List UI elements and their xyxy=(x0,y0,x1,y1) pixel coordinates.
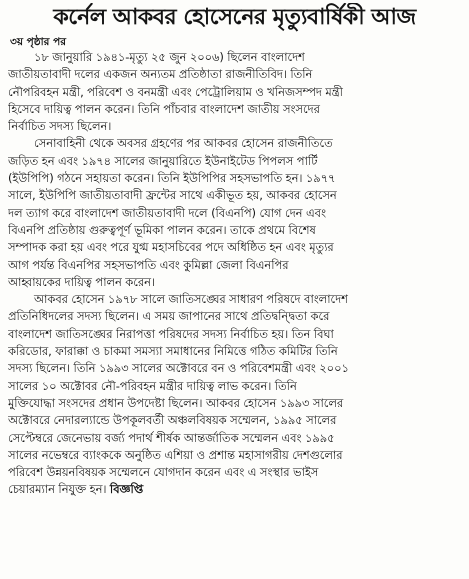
text-line: জড়িত হন এবং ১৯৭৪ সালের জানুয়ারিতে ইউনাইটেড পিপলস পার্টি xyxy=(8,153,318,168)
text-line: হিসেবে দায়িত্ব পালন করেন। তিনি পাঁচবার বাংলাদেশ জাতীয় সংসদের xyxy=(8,101,320,116)
paragraph-2 xyxy=(8,135,461,291)
text-line: বাংলাদেশ জাতিসঙ্ঘের নিরাপত্তা পরিষদের সদস্য নির্বাচিত হয়। তিন বিঘা xyxy=(8,326,334,341)
text-line: আগ পর্যন্ত বিএনপির সহসভাপতি এবং কুমিল্লা জেলা বিএনপির xyxy=(8,257,289,272)
byline: বিজ্ঞপ্তি xyxy=(109,482,144,497)
text-line: পরিবেশ উন্নয়নবিষয়ক সম্মেলনে যোগদান করেন এবং এ সংস্থার ভাইস xyxy=(8,465,319,480)
text-line: সদস্য ছিলেন। তিনি ১৯৯৩ সালের অক্টোবরে বন ও পরিবেশমন্ত্রী এবং ২০০১ xyxy=(8,361,349,376)
text-line: সম্পাদক করা হয় এবং পরে যুগ্ম মহাসচিবের পদে অধিষ্ঠিত হন এবং মৃত্যুর xyxy=(8,240,334,255)
text-line: সালে, ইউপিপি জাতীয়তাবাদী ফ্রন্টের সাথে একীভূত হয়, আকবর হোসেন xyxy=(8,188,337,203)
text-line: ১৮ জানুয়ারি ১৯৪১-মৃত্যু ২৫ জুন ২০০৬) ছিলেন বাংলাদেশ xyxy=(34,50,305,64)
text-line: নৌপরিবহন মন্ত্রী, পরিবেশ ও বনমন্ত্রী এবং পেট্রোলিয়াম ও খনিজসম্পদ মন্ত্রী xyxy=(8,84,343,99)
text-line: অক্টোবরে নেদারল্যান্ডে উপকূলবর্তী অঞ্চলবিষয়ক সম্মেলন, ১৯৯৫ সালের xyxy=(8,413,337,428)
text-line: আকবর হোসেন ১৯৭৮ সালে জাতিসঙ্ঘের সাধারণ পরিষদে বাংলাদেশ xyxy=(34,292,348,307)
headline: কর্নেল আকবর হোসেনের মৃত্যুবার্ষিকী আজ xyxy=(53,5,416,30)
text-line: আহ্বায়কের দায়িত্ব পালন করেন। xyxy=(8,274,155,289)
text-line: মুক্তিযোদ্ধা সংসদের প্রধান উপদেষ্টা ছিলেন। আকবর হোসেন ১৯৯৩ সালের xyxy=(8,395,344,410)
paragraph-3 xyxy=(8,291,461,499)
text-line: সেনাবাহিনী থেকে অবসর গ্রহণের পর আকবর হোসেন রাজনীতিতে xyxy=(34,136,333,151)
paragraph-1 xyxy=(8,49,461,135)
text-line-last xyxy=(8,481,461,498)
text-line: সেপ্টেম্বরে জেনেভায় বর্জ্য পদার্থ শীর্ষক আন্তর্জাতিক সম্মেলন এবং ১৯৯৫ xyxy=(8,430,335,445)
text-line: সালের নভেম্বরে ব্যাংককে অনুষ্ঠিত এশিয়া ও প্রশান্ত মহাসাগরীয় দেশগুলোর xyxy=(8,447,343,462)
last-line-text: চেয়ারম্যান নিযুক্ত হন। xyxy=(8,482,107,497)
text-line: সালের ১০ অক্টোবর নৌ-পরিবহন মন্ত্রীর দায়িত্ব লাভ করেন। তিনি xyxy=(8,378,297,393)
continued-from-label: ৩য় পৃষ্ঠার পর xyxy=(10,36,67,48)
text-line: জাতীয়তাবাদী দলের একজন অন্যতম প্রতিষ্ঠাতা রাজনীতিবিদ। তিনি xyxy=(8,67,313,82)
text-line: নির্বাচিত সদস্য ছিলেন। xyxy=(8,119,112,134)
text-line: করিডোর, ফারাক্কা ও চাকমা সমস্যা সমাধানের নিমিত্তে গঠিত কমিটির তিনি xyxy=(8,344,338,359)
text-line: প্রতিনিধিদলের সদস্য ছিলেন। এ সময় জাপানের সাথে প্রতিদ্বন্দ্বিতা করে xyxy=(8,309,330,324)
text-line: (ইউপিপি) গঠনে সহায়তা করেন। তিনি ইউপিপির সহসভাপতি হন। ১৯৭৭ xyxy=(8,171,336,186)
text-line: দল ত্যাগ করে বাংলাদেশ জাতীয়তাবাদী দলে (বিএনপি) যোগ দেন এবং xyxy=(8,205,326,220)
text-line: বিএনপি প্রতিষ্ঠায় গুরুত্বপূর্ণ ভূমিকা পালন করেন। তাকে প্রথমে বিশেষ xyxy=(8,222,316,237)
